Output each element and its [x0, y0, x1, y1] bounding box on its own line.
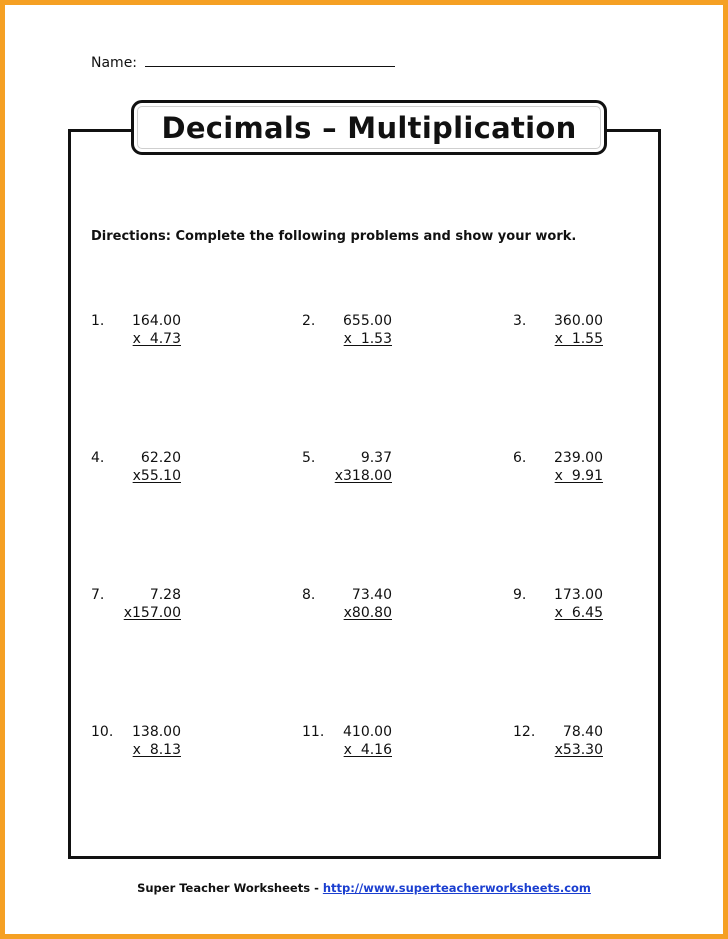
name-label: Name:: [91, 55, 138, 71]
problem-number: 10.: [91, 724, 114, 740]
problem-number: 3.: [513, 313, 527, 329]
problem-12: [513, 724, 643, 764]
problem-number: 5.: [302, 450, 316, 466]
problem-number: 9.: [513, 587, 527, 603]
name-row: [91, 52, 395, 71]
problem-6: [513, 450, 643, 490]
footer-credit: Super Teacher Worksheets -: [137, 881, 323, 895]
problem-multiplicand: 73.40: [351, 587, 392, 603]
problem-number: 4.: [91, 450, 105, 466]
problem-9: [513, 587, 643, 627]
problem-multiplier: x 4.73: [132, 331, 181, 347]
problem-number: 6.: [513, 450, 527, 466]
problem-10: [91, 724, 221, 764]
problem-multiplier: x318.00: [334, 468, 392, 484]
problem-multiplicand: 360.00: [554, 313, 603, 329]
problem-number: 11.: [302, 724, 325, 740]
problem-multiplicand: 7.28: [149, 587, 181, 603]
problem-2: [302, 313, 432, 353]
problem-multiplicand: 655.00: [343, 313, 392, 329]
title-box: [131, 100, 607, 155]
problem-multiplicand: 62.20: [140, 450, 181, 466]
footer-website-link[interactable]: http://www.superteacherworksheets.com: [322, 881, 591, 895]
name-blank-line: [145, 52, 395, 67]
problem-multiplier: x 9.91: [554, 468, 603, 484]
problem-multiplicand: 239.00: [554, 450, 603, 466]
problem-multiplier: x80.80: [343, 605, 392, 621]
problem-multiplier: x157.00: [123, 605, 181, 621]
problem-number: 12.: [513, 724, 536, 740]
problem-number: 8.: [302, 587, 316, 603]
footer: [5, 881, 723, 895]
problem-4: [91, 450, 221, 490]
problem-multiplicand: 138.00: [132, 724, 181, 740]
problem-multiplier: x55.10: [132, 468, 181, 484]
problem-multiplicand: 164.00: [132, 313, 181, 329]
problem-multiplier: x53.30: [554, 742, 603, 758]
directions-text: Directions: Complete the following problems and show your work.: [91, 229, 577, 244]
problem-11: [302, 724, 432, 764]
problem-number: 1.: [91, 313, 105, 329]
problem-multiplier: x 4.16: [343, 742, 392, 758]
problem-1: [91, 313, 221, 353]
problem-7: [91, 587, 221, 627]
problem-number: 2.: [302, 313, 316, 329]
problem-multiplicand: 410.00: [343, 724, 392, 740]
problem-8: [302, 587, 432, 627]
problem-3: [513, 313, 643, 353]
problem-multiplier: x 6.45: [554, 605, 603, 621]
problem-multiplier: x 8.13: [132, 742, 181, 758]
problem-multiplier: x 1.53: [343, 331, 392, 347]
problem-multiplicand: 9.37: [360, 450, 392, 466]
problem-multiplicand: 173.00: [554, 587, 603, 603]
problem-number: 7.: [91, 587, 105, 603]
page-title: Decimals – Multiplication: [161, 110, 577, 145]
problem-multiplier: x 1.55: [554, 331, 603, 347]
problem-5: [302, 450, 432, 490]
problem-multiplicand: 78.40: [562, 724, 603, 740]
